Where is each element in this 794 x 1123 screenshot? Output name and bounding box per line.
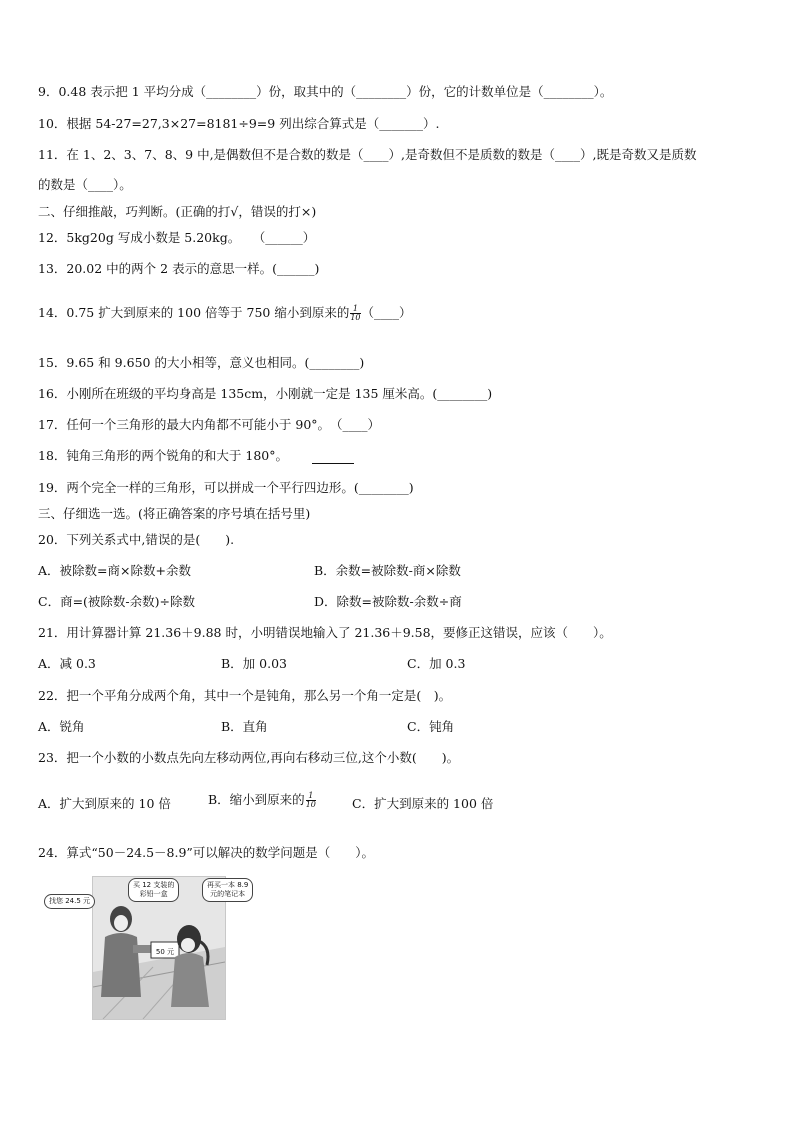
q10: 10．根据 54-27=27,3×27=8181÷9=9 列出综合算式是（_______）. [38,116,440,131]
q23-option-b: B．缩小到原来的 $\frac{1}{10}$ [208,791,316,809]
q16: 16．小刚所在班级的平均身高是 135cm，小刚就一定是 135 厘米高。(________) [38,386,493,401]
q14-text: 14．0.75 扩大到原来的 100 倍等于 750 缩小到原来的 [38,305,350,320]
q12: 12．5kg20g 写成小数是 5.20kg。 （______） [38,230,316,245]
q11-line2: 的数是（____）。 [38,177,132,192]
q23-b-fraction: $\frac{1}{10}$ [305,791,316,809]
q21: 21．用计算器计算 21.36＋9.88 时，小明错误地输入了 21.36＋9.58，要修正这错误，应该（ ）。 [38,625,612,640]
q21-option-c: C．加 0.3 [407,656,466,671]
q21-option-a: A．减 0.3 [38,656,96,671]
q17: 17．任何一个三角形的最大内角都不可能小于 90°。 （____） [38,417,381,432]
price-tag-text: 50 元 [155,948,175,956]
speech-bubble-notebook: 再买一本 8.9 元的笔记本 [202,878,253,902]
q20-option-b: B．余数=被除数-商×除数 [314,563,461,578]
q20-option-d: D．除数=被除数-余数÷商 [314,594,462,609]
q23-option-c: C．扩大到原来的 100 倍 [352,796,494,811]
q14 [38,305,412,322]
q18-blank [312,451,354,464]
speech-bubble-colored-pencils: 买 12 支装的 彩铅一盒 [128,878,179,902]
q20: 20．下列关系式中,错误的是( ). [38,532,235,547]
q21-option-b: B．加 0.03 [221,656,287,671]
speech-bubble-change: 找您 24.5 元 [44,894,95,909]
q22-option-c: C．钝角 [407,719,455,734]
q11-line1: 11．在 1、2、3、7、8、9 中,是偶数但不是合数的数是（____）,是奇数但不是质数的数是（____）,既是奇数又是质数 [38,147,697,162]
q9: 9．0.48 表示把 1 平均分成（________）份，取其中的（________）份，它的计数单位是（________）。 [38,84,613,99]
q14-blank: （____） [361,305,412,320]
q20-option-a: A．被除数=商×除数+余数 [38,563,191,578]
q18: 18．钝角三角形的两个锐角的和大于 180°。 [38,448,354,464]
q13: 13．20.02 中的两个 2 表示的意思一样。(______) [38,261,320,276]
q19: 19．两个完全一样的三角形，可以拼成一个平行四边形。(________) [38,480,414,495]
q22: 22．把一个平角分成两个角，其中一个是钝角，那么另一个角一定是( )。 [38,688,452,703]
section2-heading: 二、仔细推敲，巧判断。(正确的打√，错误的打×) [38,204,317,219]
q22-option-a: A．锐角 [38,719,85,734]
q20-option-c: C．商=(被除数-余数)÷除数 [38,594,195,609]
q23: 23．把一个小数的小数点先向左移动两位,再向右移动三位,这个小数( )。 [38,750,460,765]
q24: 24．算式“50－24.5－8.9”可以解决的数学问题是（ ）。 [38,845,375,860]
section3-heading: 三、仔细选一选。(将正确答案的序号填在括号里) [38,506,311,521]
q14-fraction: $\frac{1}{10}$ [350,304,361,322]
q23-option-a: A．扩大到原来的 10 倍 [38,796,171,811]
q15: 15．9.65 和 9.650 的大小相等，意义也相同。(________) [38,355,365,370]
q22-option-b: B．直角 [221,719,268,734]
